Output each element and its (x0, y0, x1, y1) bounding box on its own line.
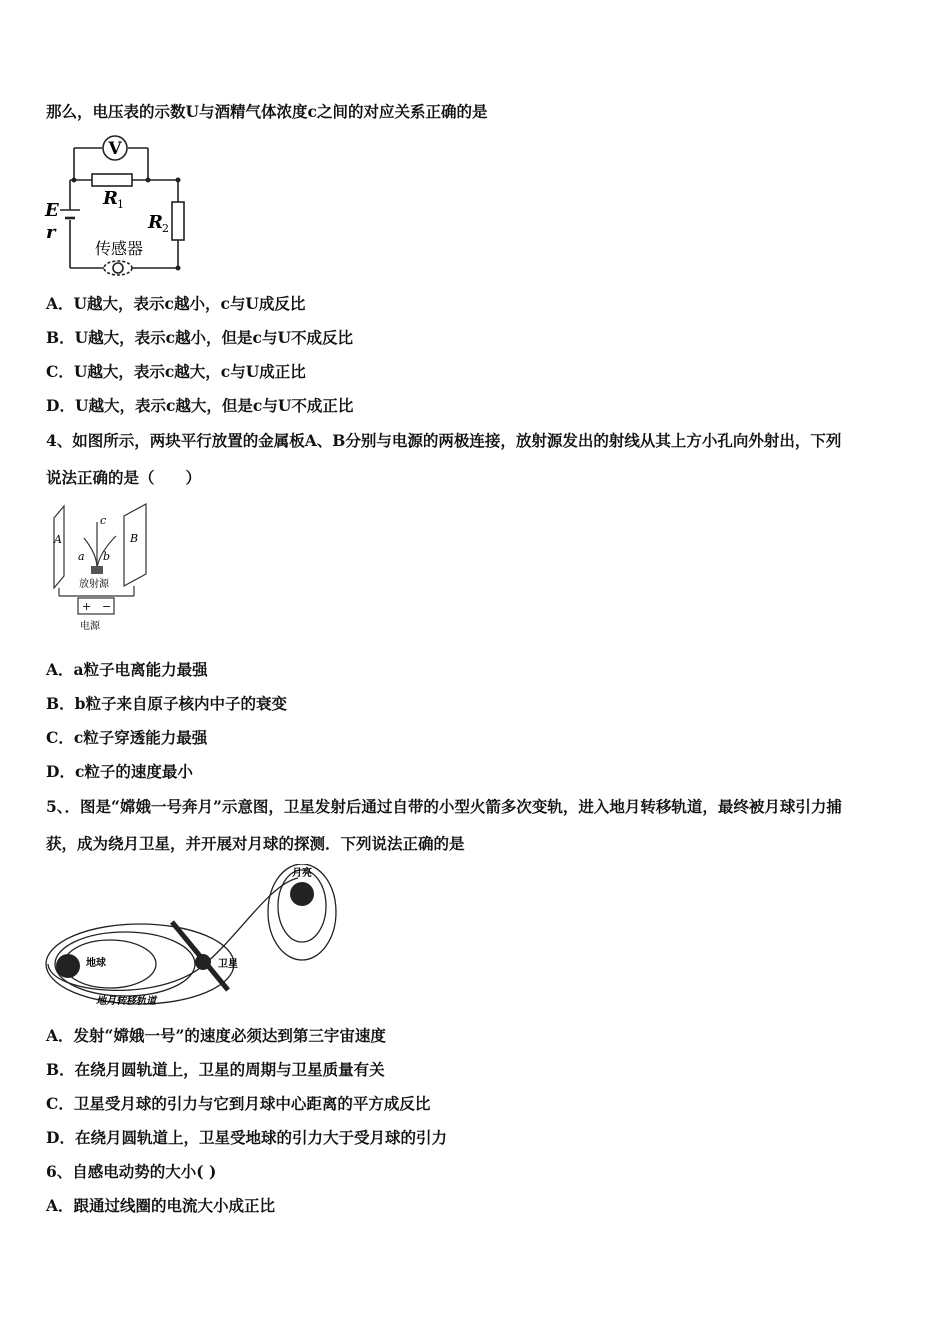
q6-stem: 6、自感电动势的大小( ) (46, 1162, 217, 1181)
radiation-diagram (44, 498, 164, 638)
plate-a-label: A (54, 533, 62, 546)
ray-b-label: b (103, 550, 111, 563)
ray-c-label: c (100, 514, 107, 527)
minus-label: − (102, 600, 112, 613)
q4-stem-line2: 说法正确的是（ ） (46, 468, 202, 487)
plate-a-icon (54, 506, 64, 588)
power-label: 电源 (80, 621, 100, 632)
transfer-orbit-path (48, 878, 298, 990)
satellite-icon (195, 954, 211, 970)
voltmeter-label: V (108, 139, 122, 159)
chang-e-diagram (40, 864, 350, 1012)
satellite-label: 卫星 (218, 959, 238, 970)
q5-stem-line2: 获，成为绕月卫星，并开展对月球的探测．下列说法正确的是 (46, 834, 465, 853)
q3-option-b: B．U越大，表示c越小，但是c与U不成反比 (46, 328, 354, 347)
moon-icon (290, 882, 314, 906)
q4-stem-line1: 4、如图所示，两块平行放置的金属板A、B分别与电源的两极连接，放射源发出的射线从其上方小孔向外射出，下列 (46, 431, 842, 450)
sensor-label: 传感器 (95, 239, 144, 258)
plus-label: + (82, 600, 92, 613)
q5-option-d: D．在绕月圆轨道上，卫星受地球的引力大于受月球的引力 (46, 1128, 447, 1147)
q4-option-a: A．a粒子电离能力最强 (46, 660, 208, 679)
r2-label: R (148, 212, 163, 233)
resistor-r2-icon (172, 202, 184, 240)
q3-option-d: D．U越大，表示c越大，但是c与U不成正比 (46, 396, 354, 415)
transfer-orbit-label: 地月转移轨道 (96, 996, 156, 1007)
source-label: 放射源 (79, 579, 109, 590)
radiation-figure (44, 498, 164, 638)
earth-icon (56, 954, 80, 978)
q3-option-a: A．U越大，表示c越小，c与U成反比 (46, 294, 306, 313)
ray-a-path (84, 538, 97, 568)
q4-option-d: D．c粒子的速度最小 (46, 762, 193, 781)
q5-stem-line1: 5、．图是“嫦娥一号奔月”示意图，卫星发射后通过自带的小型火箭多次变轨，进入地月转移轨道，最终被月球引力捕 (46, 797, 842, 816)
ray-a-label: a (78, 550, 85, 563)
q5-option-b: B．在绕月圆轨道上，卫星的周期与卫星质量有关 (46, 1060, 385, 1079)
plate-b-label: B (130, 532, 139, 545)
chang-e-figure (40, 864, 350, 1012)
q5-option-c: C．卫星受月球的引力与它到月球中心距离的平方成反比 (46, 1094, 431, 1113)
internal-r-label: r (46, 222, 56, 243)
source-icon (91, 566, 103, 574)
r1-label: R (103, 188, 118, 209)
q4-option-c: C．c粒子穿透能力最强 (46, 728, 208, 747)
q4-option-b: B．b粒子来自原子核内中子的衰变 (46, 694, 287, 713)
resistor-r1-icon (92, 174, 132, 186)
plate-b-icon (124, 504, 146, 586)
circuit-diagram (40, 130, 200, 280)
q3-stem: 那么，电压表的示数U与酒精气体浓度c之间的对应关系正确的是 (46, 102, 488, 121)
r2-sub: 2 (162, 222, 169, 235)
r1-sub: 1 (117, 198, 124, 211)
q6-option-a: A．跟通过线圈的电流大小成正比 (46, 1196, 276, 1215)
emf-label: E (45, 200, 59, 221)
earth-label: 地球 (86, 958, 106, 969)
moon-label: 月亮 (292, 868, 312, 879)
circuit-figure (40, 130, 200, 280)
q5-option-a: A．发射“嫦娥一号”的速度必须达到第三宇宙速度 (46, 1026, 386, 1045)
q3-option-c: C．U越大，表示c越大，c与U成正比 (46, 362, 306, 381)
